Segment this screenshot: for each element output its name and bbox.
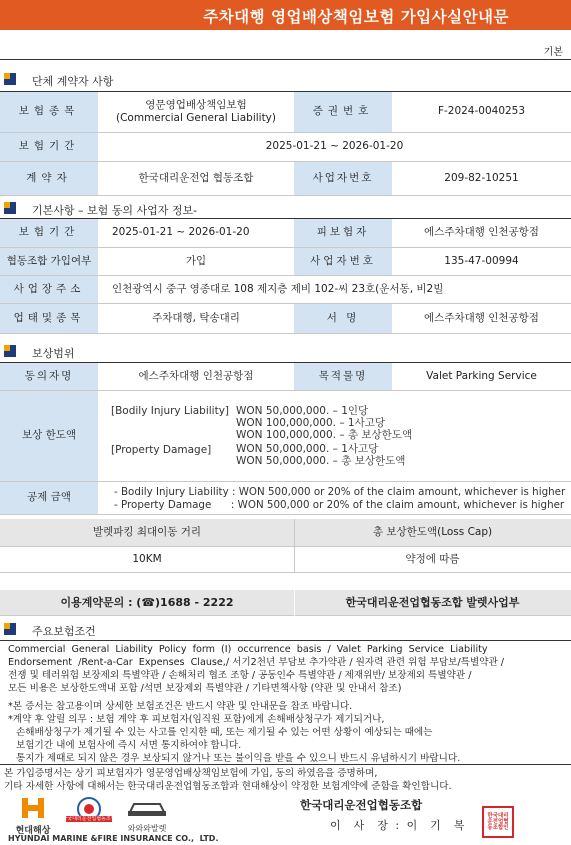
period2-label: 보험기간: [0, 219, 98, 248]
membership-label: 협동조합 가입여부: [0, 248, 98, 276]
address-label: 사업장주소: [0, 276, 98, 304]
contractor-label: 계약자: [0, 162, 98, 196]
cert-no-value: F-2024-0040253: [392, 92, 571, 133]
limit-label: 보상 한도액: [0, 391, 98, 482]
target-label: 목적물명: [294, 363, 392, 391]
sign-label: 서 명: [294, 304, 392, 334]
pd-line2: WON 50,000,000. – 총 보상한도액: [236, 455, 406, 467]
cert-no-label: 증권번호: [294, 92, 392, 133]
cert-text: 본 가입증명서는 상기 피보험자가 영문영업배상책임보험에 가입, 동의 하였음을 증명하며, 기타 자세한 사항에 대해서는 한국대리운전업협동조합과 현대해상이 약정한 보험계약에 준함을 확인합니다.: [4, 768, 452, 792]
bi-line1: WON 50,000,000. – 1인당: [236, 405, 369, 417]
insurance-type-value: 영문영업배상책임보험 (Commercial General Liability): [98, 92, 294, 133]
section-bullet-icon: [4, 623, 16, 635]
insured-label: 피보험자: [294, 219, 392, 248]
section-bullet-icon: [4, 345, 16, 357]
terms-text: Commercial General Liability Policy form (I) occurrence basis / Valet Parking Service Liability Endorsement /Rent-a-Car Expenses Clause,/ 서기2천년 부담보 추가약관 / 원자력 관련 위험 부담보/특별약관 / 전쟁 및 테러위험 보장제외 특별약관 / 손해처리 협조 조항 / 공동인수 특별약관 / 제재위반/ 보장제외 특별약관 / 모든 비용은 보상한도액내 포함 /석면 보장제외 특별약관 / 기타면책사항 (약관 및 안내서 참조): [8, 644, 505, 694]
section-header-basic: 기본사항 – 보험 동의 사업자 정보-: [4, 200, 404, 218]
biz-no-label: 사업자번호: [294, 162, 392, 196]
bi-line2: WON 100,000,000. – 1사고당: [236, 417, 386, 429]
address-value: 인천광역시 중구 영종대로 108 제지층 제비 102-씨 23호(운서동, 비2빌: [98, 276, 571, 304]
period-label: 보험기간: [0, 133, 98, 162]
deductible-label: 공제 금액: [0, 482, 98, 515]
org-name: 한국대리운전업협동조합: [300, 798, 423, 812]
official-seal-stamp: 한국대리운전업협동조합인: [482, 806, 514, 838]
bi-label: [Bodily Injury Liability]: [111, 405, 230, 417]
max-distance-label: 발렛파킹 최대이동 거리: [0, 519, 294, 547]
biz-no-value: 209-82-10251: [392, 162, 571, 196]
bi-line3: WON 100,000,000. – 총 보상한도액: [236, 429, 413, 441]
divider: [294, 590, 295, 616]
target-value: Valet Parking Service: [392, 363, 571, 391]
section-header-coverage: 보상범위: [4, 343, 304, 361]
pd-label: [Property Damage]: [111, 444, 212, 456]
biz-no2-label: 사업자번호: [294, 248, 392, 276]
insurance-type-label: 보험종목: [0, 92, 98, 133]
car-icon: [122, 796, 172, 820]
contractor-value: 한국대리운전업 협동조합: [98, 162, 294, 196]
sign-value: 에스주차대행 인천공항점: [392, 304, 571, 334]
section-bullet-icon: [4, 202, 16, 214]
period-value: 2025-01-21 ~ 2026-01-20: [98, 133, 571, 162]
max-distance-value: 10KM: [0, 547, 294, 573]
contact-org: 한국대리운전업협동조합 발렛사업부: [294, 590, 571, 616]
company-en: HYUNDAI MARINE &FIRE INSURANCE CO., LTD.: [8, 834, 219, 843]
notes-text: *본 증서는 참고용이며 상세한 보험조건은 반드시 약관 및 안내문을 참조 바랍니다. *계약 후 알릴 의무 : 보험 계약 후 피보험자(임직원 포함)에게 손해배상청구가 제기되거나, 손해배상청구가 제기될 수 있는 사고를 인지한 때, 또는 제기될 수 있는 어떤 상황이 예상되는 때에는 보험기간 내에 보험사에 즉시 서면 통지하여야 합니다. 통지가 제때로 되지 않은 경우 보상되지 않거나 또는 불이익을 받을 수 있으니 반드시 유념하시기 바랍니다.: [8, 701, 461, 764]
agreed-name-label: 동의자명: [0, 363, 98, 391]
divider: [0, 640, 571, 641]
title-banner: [0, 0, 571, 30]
loss-cap-value: 약정에 따름: [294, 547, 571, 573]
section-header-terms: 주요보험조건: [4, 621, 304, 639]
coop-logo: 한국대리운전업협동조합: [60, 796, 118, 832]
section-header-contractor: 단체 계약자 사항: [4, 71, 304, 89]
chairman: 이 사 장 : 이 기 복: [330, 819, 467, 832]
insured-value: 에스주차대행 인천공항점: [392, 219, 571, 248]
divider: [294, 519, 295, 573]
biz-no2-value: 135-47-00994: [392, 248, 571, 276]
hyundai-logo: 현대해상: [8, 796, 58, 832]
deductible-line2: - Property Damage : WON 500,000 or 20% of the claim amount, whichever is higher: [114, 499, 565, 511]
deductible-line1: - Bodily Injury Liability : WON 500,000 or 20% of the claim amount, whichever is higher: [114, 486, 566, 498]
divider: [0, 764, 571, 765]
section-bullet-icon: [4, 73, 16, 85]
business-label: 업태및종목: [0, 304, 98, 334]
tag-label: 기본: [543, 47, 563, 58]
loss-cap-label: 총 보상한도액(Loss Cap): [294, 519, 571, 547]
pd-line1: WON 50,000,000. – 1사고당: [236, 443, 379, 455]
membership-value: 가입: [98, 248, 294, 276]
period2-value: 2025-01-21 ~ 2026-01-20: [98, 219, 294, 248]
contact-phone: 이용계약문의 : (☎)1688 - 2222: [0, 590, 294, 616]
agreed-name-value: 에스주차대행 인천공항점: [98, 363, 294, 391]
page-title: 주차대행 영업배상책임보험 가입사실안내문: [203, 8, 509, 26]
valet-logo: 와와와발렛: [122, 796, 172, 832]
hyundai-logo-icon: [8, 796, 58, 820]
tag-row: [0, 38, 571, 60]
business-value: 주차대행, 탁송대리: [98, 304, 294, 334]
